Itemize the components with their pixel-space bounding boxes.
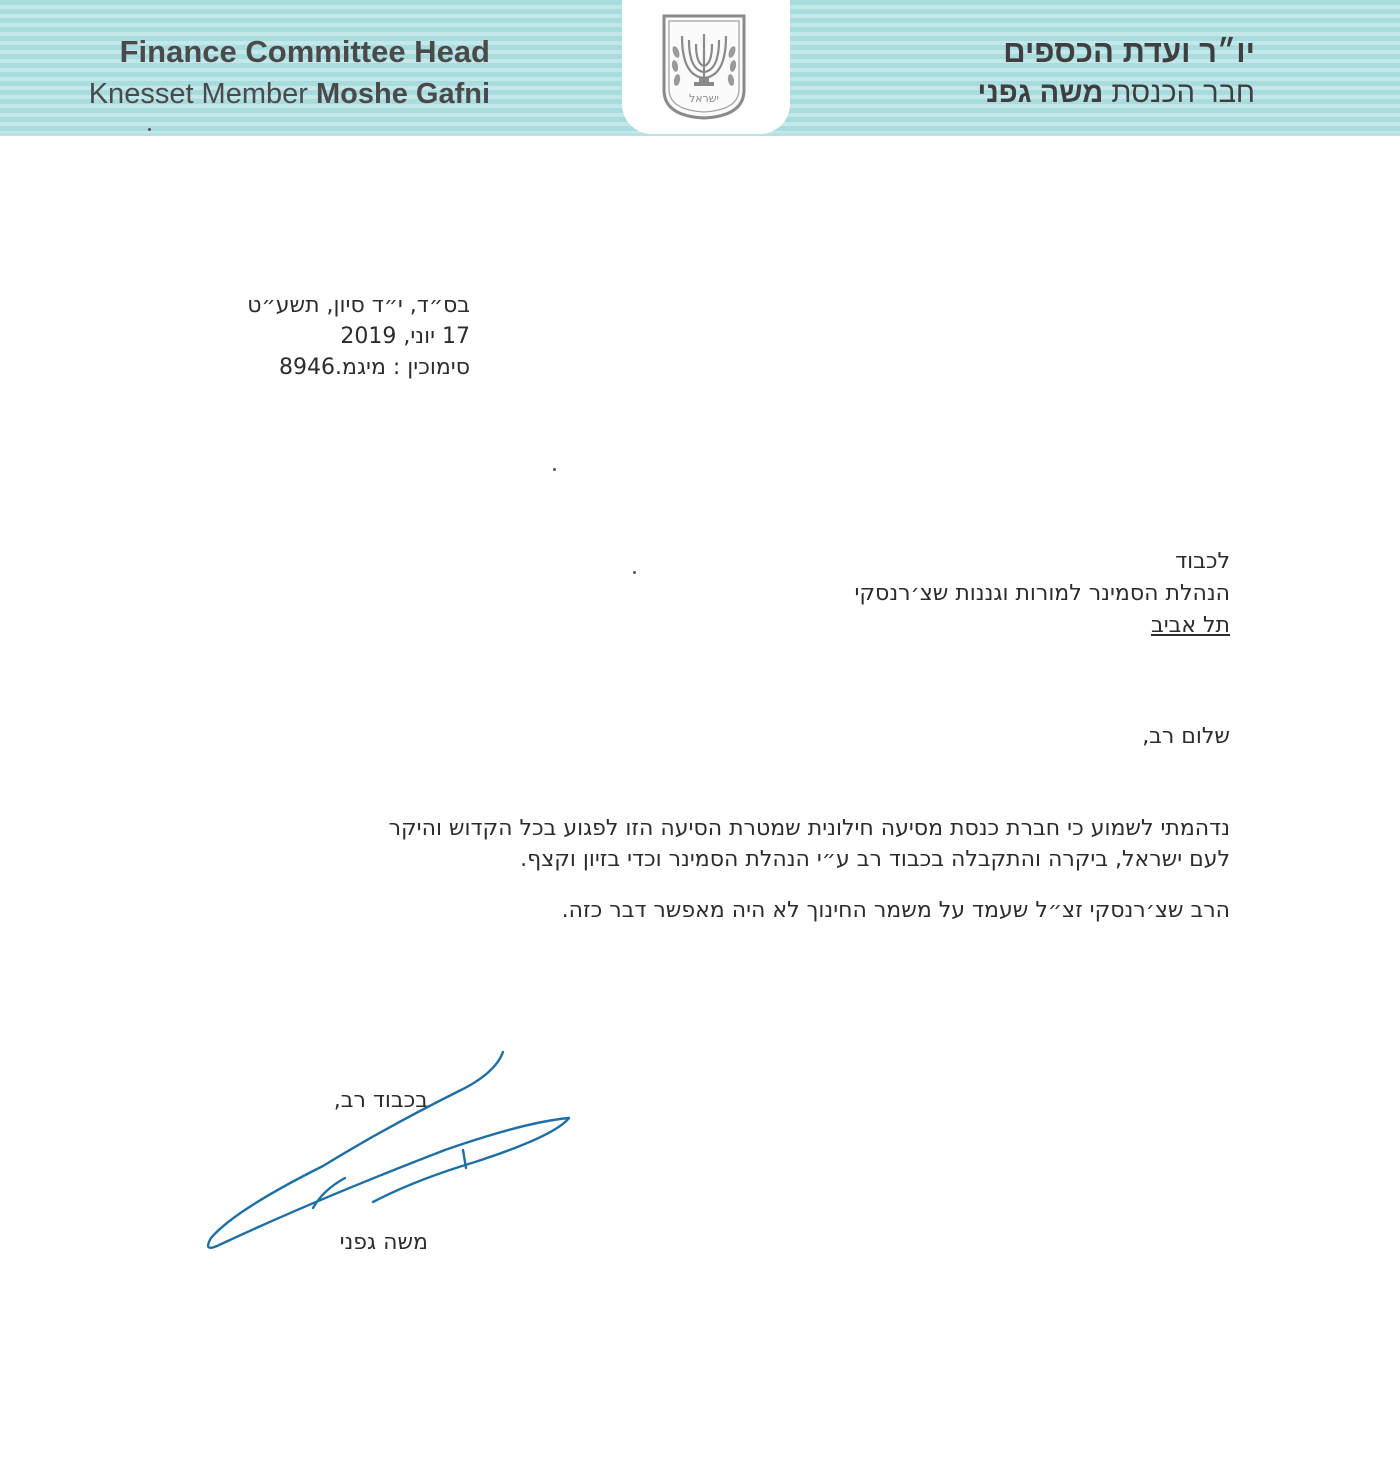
closing: בכבוד רב, [333,1088,428,1113]
scan-speck [148,128,151,131]
addressee-block [700,546,1230,642]
reference-number: סימוכין : מיגמ.8946 [279,355,470,380]
handwritten-signature [195,1040,595,1260]
gregorian-date: 17 יוני, 2019 [340,324,470,349]
address-salutation: לכבוד [1175,549,1230,574]
letterhead-subtitle-he-name: משה גפני [977,77,1104,109]
letterhead-subtitle-en-prefix: Knesset Member [88,78,308,110]
body-paragraph-1-line-1: נדהמתי לשמוע כי חברת כנסת מסיעה חילונית שמטרת הסיעה הזו לפגוע בכל הקדוש והיקר [388,816,1230,841]
scan-speck [633,571,636,574]
body-paragraph-1-line-2: לעם ישראל, ביקרה והתקבלה בכבוד רב ע״י הנהלת הסמינר וכדי בזיון וקצף. [520,847,1230,872]
date-block [120,290,470,383]
letterhead-title-he: יו״ר ועדת הכספים [1003,34,1255,69]
letterhead-title-en: Finance Committee Head [119,34,490,69]
greeting: שלום רב, [1142,724,1230,749]
state-emblem-icon [656,12,752,122]
body-paragraph-2: הרב שצ׳רנסקי זצ״ל שעמד על משמר החינוך לא היה מאפשר דבר כזה. [561,898,1230,923]
letterhead-subtitle-en-name: Moshe Gafni [315,78,490,110]
body-paragraph-1 [200,813,1230,875]
signer-name: משה גפני [339,1230,428,1255]
address-recipient: הנהלת הסמינר למורות וגננות שצ׳רנסקי [854,581,1230,606]
letterhead-subtitle-he-prefix: חבר הכנסת [1111,77,1255,109]
address-city: תל אביב [1150,613,1230,638]
scan-speck [553,468,556,471]
emblem-label: ישראל [688,92,720,105]
letterhead-subtitle-en [0,78,490,111]
hebrew-date: בס״ד, י״ד סיון, תשע״ט [247,293,470,318]
letterhead-subtitle-he [900,77,1255,110]
